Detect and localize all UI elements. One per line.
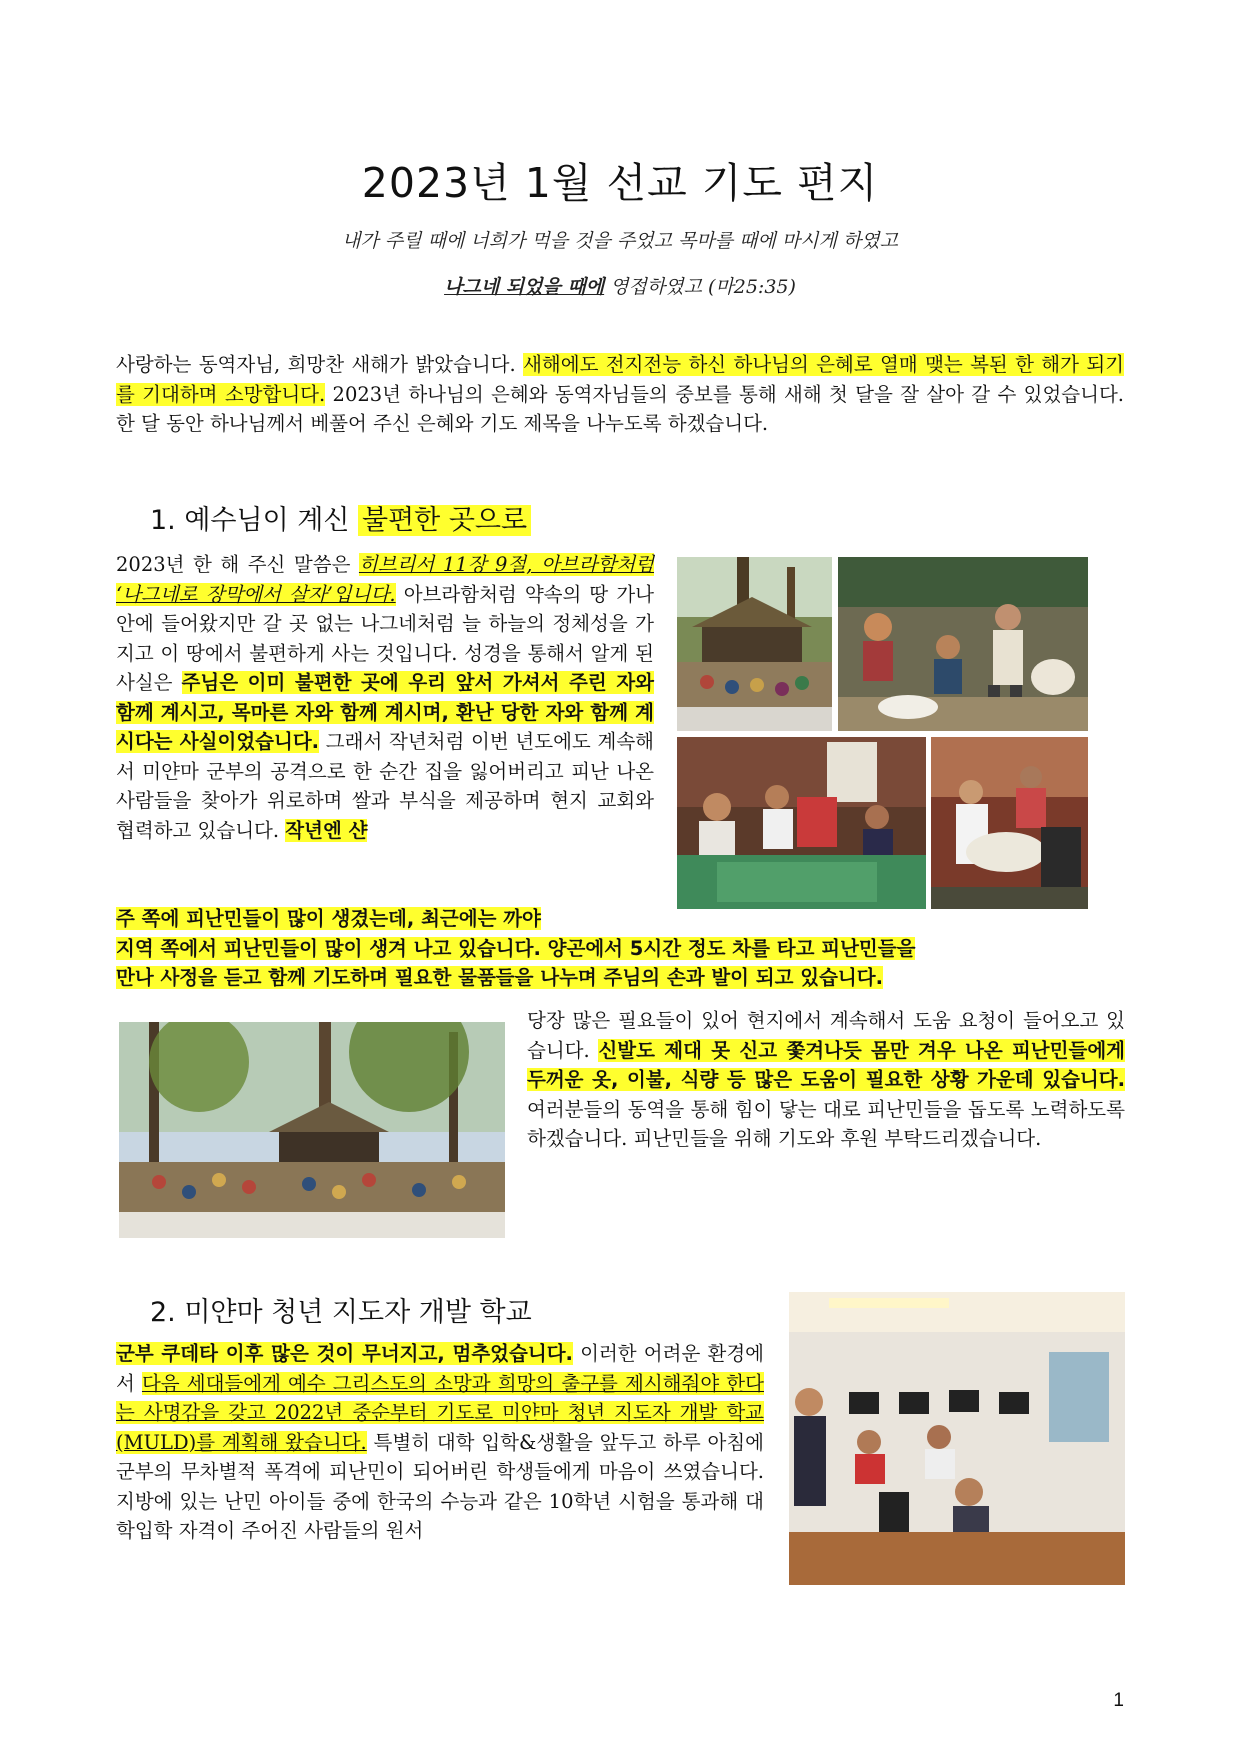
- section1-heading-highlight: 불편한 곳으로: [358, 505, 531, 536]
- section1-needs-highlight: 신발도 제대 못 신고 쫓겨나듯 몸만 겨우 나온 피난민들에게 두꺼운 옷, 이불, 식량 등 많은 도움이 필요한 상황 가운데 있습니다.: [527, 1038, 1125, 1091]
- intro-greeting: 사랑하는 동역자님, 희망찬 새해가 밝았습니다.: [116, 353, 524, 376]
- section1-paragraph: [116, 550, 654, 845]
- section2-text-b: 이러한 어려운 환경에서: [116, 1342, 764, 1395]
- photo-classroom: [789, 1292, 1125, 1585]
- photo-aid-distribution: [838, 557, 1088, 731]
- section2-coup-highlight: 군부 쿠데타 이후 많은 것이 무너지고, 멈추었습니다.: [116, 1342, 573, 1365]
- section2-mission-highlight: 다음 세대들에게 예수 그리스도의 소망과 희망의 출구를 제시해줘야 한다는 사명감을 갖고 2022년 중순부터 기도로 미얀마 청년 지도자 개발 학교(MULD)를 계획해 왔습니다.: [116, 1371, 764, 1454]
- intro-highlight: 새해에도 전지전능 하신 하나님의 은혜로 열매 맺는 복된 한 해가 되기를 기대하며 소망합니다.: [116, 353, 1125, 406]
- scripture-rest: 영접하였고 (마25:35): [604, 276, 796, 298]
- page-title: 2023년 1월 선교 기도 편지: [361, 159, 879, 207]
- section1-refugee-highlight-4: 만나 사정을 듣고 함께 기도하며 필요한 물품들을 나누며 주님의 손과 발이 되고 있습니다.: [116, 966, 884, 989]
- intro-paragraph: [116, 350, 1124, 439]
- photo-church-meeting: [677, 737, 926, 909]
- section2-paragraph: [116, 1339, 764, 1546]
- photo-rice-delivery: [931, 737, 1088, 909]
- section1-text-c: 아브라함처럼 약속의 땅 가나안에 들어왔지만 갈 곳 없는 나그네처럼 늘 하늘의 정체성을 가지고 이 땅에서 불편하게 사는 것입니다. 성경을 통해서 알게 된 사실은: [116, 582, 654, 694]
- section1-refugee-highlight-1: 작년엔 샨: [285, 818, 368, 842]
- photo-forest-gathering: [119, 1022, 505, 1238]
- page-number: 1: [1113, 1690, 1124, 1711]
- section1-heading-text: 1. 예수님이 계신: [150, 505, 359, 536]
- section1-fullwidth-highlight: [116, 904, 1124, 993]
- intro-rest: 2023년 하나님의 은혜와 동역자님들의 중보를 통해 새해 첫 달을 잘 살아 갈 수 있었습니다. 한 달 동안 하나님께서 베풀어 주신 은혜와 기도 제목을 나누도록 하겠습니다.: [116, 382, 1125, 435]
- section1-verse-highlight: 히브리서 11장 9절, 아브라함처럼 ‘나그네로 장막에서 살자’입니다.: [116, 553, 654, 606]
- section1-text-i: 여러분들의 동역을 통해 힘이 닿는 대로 피난민들을 돕도록 노력하도록 하겠습니다. 피난민들을 위해 기도와 후원 부탁드리겠습니다.: [527, 1097, 1125, 1150]
- section1-refugee-highlight-3: 지역 쪽에서 피난민들이 많이 생겨 나고 있습니다. 양곤에서 5시간 정도 차를 타고 피난민들을: [116, 936, 916, 960]
- scripture-line-1: 내가 주릴 때에 너희가 먹을 것을 주었고 목마를 때에 마시게 하였고: [342, 230, 898, 252]
- photo-refugee-camp-hut: [677, 557, 832, 731]
- scripture-line-2: [0, 272, 1240, 299]
- section2-heading: 2. 미얀마 청년 지도자 개발 학교: [150, 1297, 532, 1328]
- section2-text-d: 특별히 대학 입학&생활을 앞두고 하루 아침에 군부의 무차별적 폭격에 피난민이 되어버린 학생들에게 마음이 쓰였습니다. 지방에 있는 난민 아이들 중에 한국의 수능과 같은 10학년 시험을 통과해 대학입학 자격이 주어진 사람들의 원서: [116, 1430, 764, 1542]
- section1-truth-highlight: 주님은 이미 불편한 곳에 우리 앞서 가셔서 주린 자와 함께 계시고, 목마른 자와 함께 계시며, 환난 당한 자와 함께 계시다는 사실이었습니다.: [116, 671, 654, 753]
- scripture-emphasis: 나그네 되었을 때에: [444, 276, 605, 298]
- section1-needs-paragraph: [527, 1006, 1125, 1154]
- section1-text-g: 당장 많은 필요들이 있어 현지에서 계속해서 도움 요청이 들어오고 있습니다.: [527, 1009, 1125, 1062]
- section1-refugee-highlight-2: 주 쪽에 피난민들이 많이 생겼는데, 최근에는 까야: [116, 907, 541, 930]
- section1-heading: [150, 498, 531, 537]
- section1-text-e: 그래서 작년처럼 이번 년도에도 계속해서 미얀마 군부의 공격으로 한 순간 집을 잃어버리고 피난 나온 사람들을 찾아가 위로하며 쌀과 부식을 제공하며 현지 교회와 협력하고 있습니다.: [116, 730, 654, 842]
- section1-text-a: 2023년 한 해 주신 말씀은: [116, 553, 359, 576]
